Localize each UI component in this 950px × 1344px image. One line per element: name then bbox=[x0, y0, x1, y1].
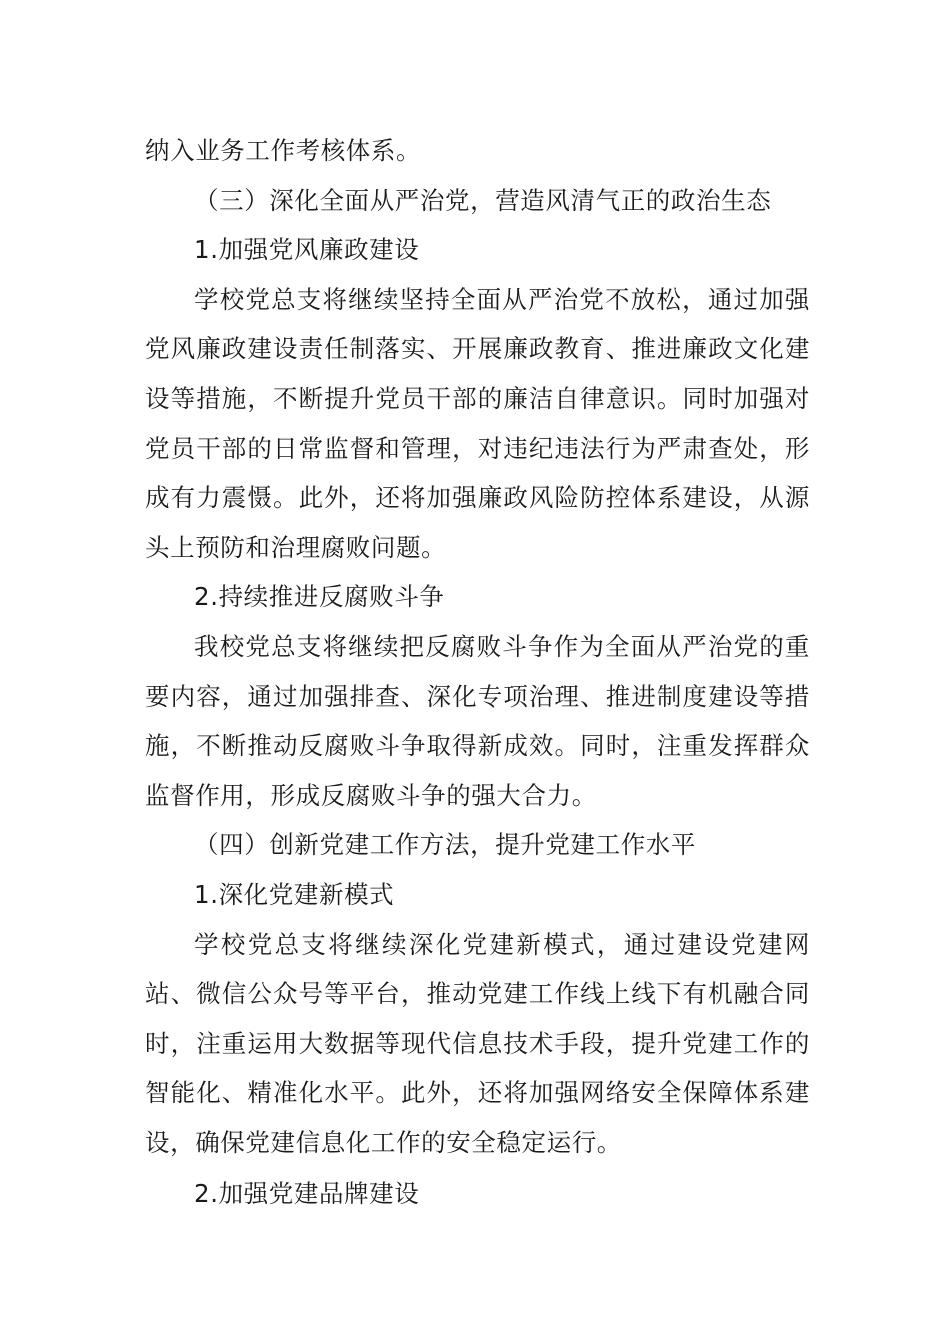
document-body bbox=[145, 126, 810, 1219]
subheading-4-1: 1.深化党建新模式 bbox=[194, 879, 395, 909]
paragraph-3-1: 学校党总支将继续坚持全面从严治党不放松，通过加强党风廉政建设责任制落实、开展廉政教育、推进廉政文化建设等措施，不断提升党员干部的廉洁自律意识。同时加强对党员干部的日常监督和管理，对违纪违法行为严肃查处，形成有力震慑。此外，还将加强廉政风险防控体系建设，从源头上预防和治理腐败问题。 bbox=[145, 284, 810, 562]
paragraph-continuation: 纳入业务工作考核体系。 bbox=[145, 136, 422, 165]
subheading-3-1: 1.加强党风廉政建设 bbox=[194, 235, 420, 265]
section-heading-4: （四）创新党建工作方法，提升党建工作水平 bbox=[194, 830, 696, 860]
paragraph-4-1: 学校党总支将继续深化党建新模式，通过建设党建网站、微信公众号等平台，推动党建工作线上线下有机融合同时，注重运用大数据等现代信息技术手段，提升党建工作的智能化、精准化水平。此外，还将加强网络安全保障体系建设，确保党建信息化工作的安全稳定运行。 bbox=[145, 929, 810, 1157]
subheading-4-2: 2.加强党建品牌建设 bbox=[194, 1179, 420, 1209]
subheading-3-2: 2.持续推进反腐败斗争 bbox=[194, 582, 445, 612]
section-heading-3: （三）深化全面从严治党，营造风清气正的政治生态 bbox=[194, 185, 772, 215]
paragraph-3-2: 我校党总支将继续把反腐败斗争作为全面从严治党的重要内容，通过加强排查、深化专项治理、推进制度建设等措施，不断推动反腐败斗争取得新成效。同时，注重发挥群众监督作用，形成反腐败斗争的强大合力。 bbox=[145, 631, 810, 810]
